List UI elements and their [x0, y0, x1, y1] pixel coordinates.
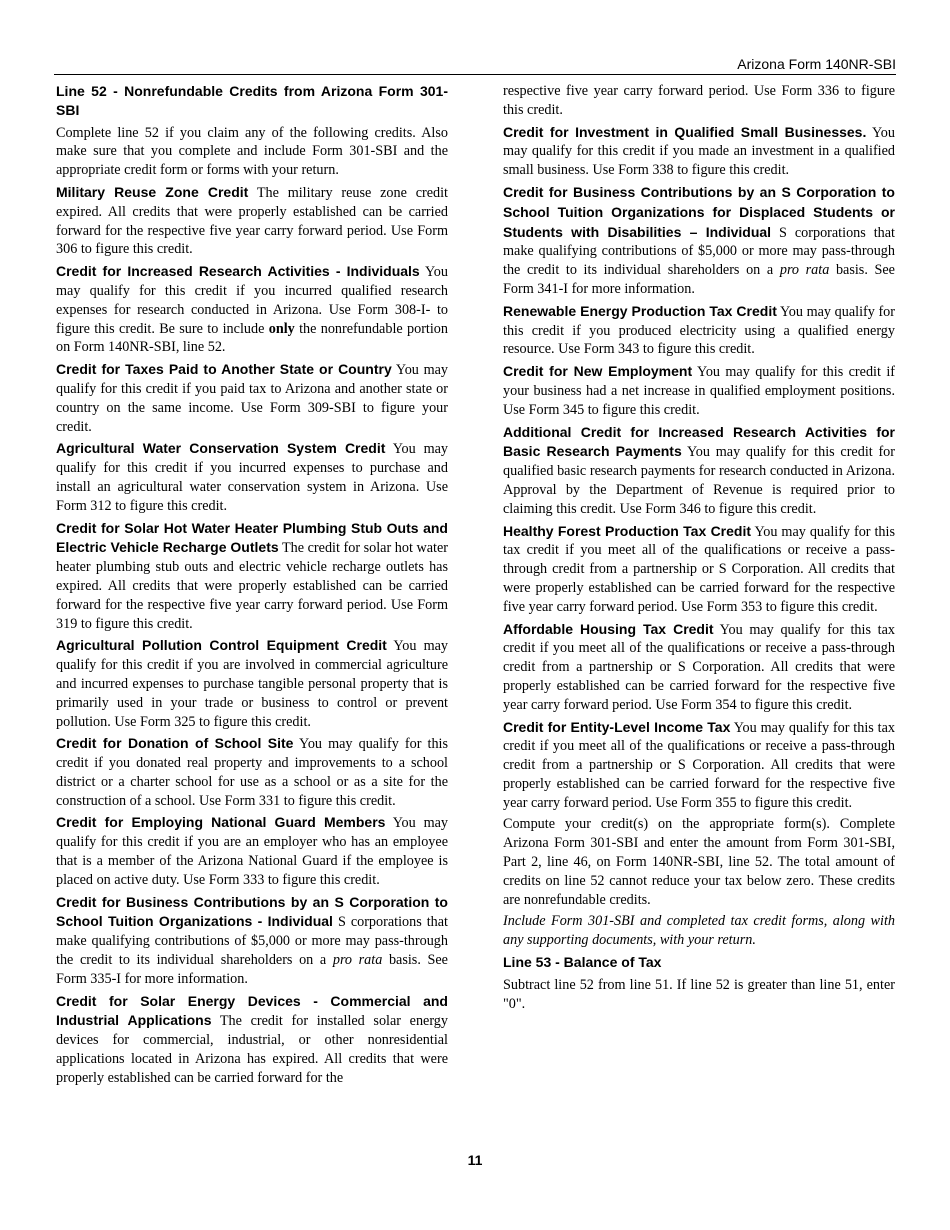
credit-title: Credit for Taxes Paid to Another State or Country	[56, 361, 392, 378]
credit-s-corp-sto	[56, 893, 448, 989]
credit-title: Credit for Increased Research Activities - Individuals	[56, 263, 420, 280]
credit-title: Credit for Employing National Guard Members	[56, 814, 386, 831]
left-column	[56, 82, 448, 1091]
credit-new-employment	[503, 362, 895, 419]
credit-body: You may qualify for this tax credit if you meet all of the qualifications or receive a pass-through credit from a partnership or S Corporation. All credits that were properly established can be carried forward for the respective five year carry forward period. Use Form 353 to figure this credit.	[503, 523, 895, 615]
credit-body: You may qualify for this credit if your business had a net increase in qualified employment positions. Use Form 345 to figure this credit.	[503, 364, 895, 418]
credit-agri-water	[56, 439, 448, 515]
credit-body: You may qualify for this credit if you produced electricity using a qualified energy resource. Use Form 343 to figure this credit.	[503, 303, 895, 358]
compute-instructions: Compute your credit(s) on the appropriate form(s). Complete Arizona Form 301-SBI and enter the amount from Form 301-SBI, Part 2, line 46, on Form 140NR-SBI, line 52. The total amount of credits on line 52 cannot reduce your tax below zero. These credits are nonrefundable credits.	[503, 816, 895, 908]
credit-body: S corporations that make qualifying contributions of $5,000 or more may pass-through the credit to its individual shareholders on a	[56, 914, 448, 969]
credit-body: You may qualify for this credit if you made an investment in a qualified small business. Use Form 338 to figure this credit.	[503, 124, 895, 179]
credit-solar-commercial-continued: respective five year carry forward period. Use Form 336 to figure this credit.	[503, 83, 895, 118]
credit-national-guard	[56, 813, 448, 889]
credit-basic-research	[503, 423, 895, 519]
credit-body: You may qualify for this credit if you are an employer who has an employee that is a member of the Arizona National Guard if the employee is placed on active duty. Use Form 333 to figure this credit.	[56, 815, 448, 888]
credit-body: S corporations that make qualifying contributions of $5,000 or more may pass-through the credit to its individual shareholders on a	[503, 224, 895, 279]
credit-military-reuse	[56, 183, 448, 259]
credit-school-site	[56, 734, 448, 810]
credit-solar-commercial	[56, 992, 448, 1088]
credit-body: You may qualify for this tax credit if you meet all of the qualifications or receive a pass-through credit from a partnership or S Corporation. All credits that were properly established can be carried forward for the respective five year carry forward period. Use Form 355 to figure this credit.	[503, 719, 895, 811]
form-header	[54, 54, 896, 75]
pro-rata-term: pro rata	[332, 952, 383, 969]
credit-title: Credit for Investment in Qualified Small Businesses.	[503, 123, 867, 140]
credit-title: Credit for Entity-Level Income Tax	[503, 718, 731, 735]
line52-heading: Line 52 - Nonrefundable Credits from Arizona Form 301-SBI	[56, 83, 448, 118]
credit-s-corp-displaced	[503, 183, 895, 299]
credit-title: Healthy Forest Production Tax Credit	[503, 522, 752, 539]
right-column	[503, 82, 895, 1016]
credit-title: Agricultural Pollution Control Equipment Credit	[56, 637, 387, 654]
credit-small-business	[503, 123, 895, 180]
credit-renewable-energy	[503, 302, 895, 359]
credit-body: You may qualify for this credit if you are involved in commercial agriculture and incurred expenses to purchase tangible personal property that is primarily used in your trade or business to control or prevent pollution. Use Form 325 to figure this credit.	[56, 638, 448, 730]
form-title: Arizona Form 140NR-SBI	[737, 56, 896, 72]
credit-title: Additional Credit for Increased Research Activities for Basic Research Payments	[503, 423, 895, 460]
credit-title: Credit for Solar Energy Devices - Commercial and Industrial Applications	[56, 992, 448, 1029]
credit-body: The military reuse zone credit expired. All credits that were properly established can be carried forward for the respective five year carry forward period. Use Form 306 to figure this credit.	[56, 184, 449, 258]
credit-body: You may qualify for this credit if you incurred expenses to purchase and install an agricultural water conservation system in Arizona. Use Form 312 to figure this credit.	[56, 441, 448, 514]
credit-title: Renewable Energy Production Tax Credit	[503, 302, 777, 319]
page-number: 11	[467, 1152, 483, 1168]
pro-rata-term: pro rata	[779, 262, 830, 279]
credit-body: You may qualify for this credit if you paid tax to Arizona and another state or country on the same income. Use Form 309-SBI to figure your credit.	[56, 362, 448, 435]
credit-title: Military Reuse Zone Credit	[56, 183, 249, 200]
credit-title: Agricultural Water Conservation System Credit	[56, 440, 386, 457]
credit-body: the nonrefundable portion on Form 140NR-SBI, line 52.	[56, 320, 448, 356]
credit-title: Credit for Business Contributions by an S Corporation to School Tuition Organizations for Displaced Students or Students with Disabilities – Individual	[503, 183, 895, 240]
credit-body: The credit for installed solar energy devices for commercial, industrial, or other nonresidential applications located in Arizona has expired. All credits that were properly established can be carried forward for the	[56, 1013, 448, 1086]
credit-body: You may qualify for this tax credit if you meet all of the qualifications or receive a pass-through credit from a partnership or S Corporation. All credits that were properly established can be carried forward for the respective five year carry forward period. Use Form 354 to figure this credit.	[503, 621, 895, 713]
credit-body: The credit for solar hot water heater plumbing stub outs and electric vehicle recharge outlets has expired. All credits that were properly established can be carried forward for the respective five year carry forward period. Use Form 319 to figure this credit.	[56, 540, 448, 632]
credit-body: You may qualify for this credit if you incurred qualified research expenses for research conducted in Arizona. Use Form 308-I- to figure this credit. Be sure to include	[56, 264, 448, 337]
line53-body: Subtract line 52 from line 51. If line 52 is greater than line 51, enter "0".	[503, 976, 895, 1012]
line52-intro: Complete line 52 if you claim any of the following credits. Also make sure that you complete and include Form 301-SBI and the appropriate credit form or forms with your return.	[56, 124, 448, 179]
credit-body: basis. See Form 341-I for more information.	[503, 262, 895, 297]
emphasis-only: only	[268, 320, 295, 337]
include-note: Include Form 301-SBI and completed tax credit forms, along with any supporting documents, with your return.	[503, 913, 895, 949]
credit-body: basis. See Form 335-I for more information.	[56, 952, 448, 987]
credit-title: Credit for New Employment	[503, 363, 693, 380]
credit-healthy-forest	[503, 522, 895, 617]
credit-entity-level	[503, 718, 895, 813]
credit-title: Credit for Donation of School Site	[56, 735, 294, 752]
credit-title: Affordable Housing Tax Credit	[503, 620, 714, 637]
credit-taxes-another-state	[56, 360, 448, 436]
credit-title: Credit for Business Contributions by an S Corporation to School Tuition Organizations - Individual	[56, 893, 448, 930]
line53-heading: Line 53 - Balance of Tax	[503, 954, 662, 971]
credit-solar-hot-water	[56, 519, 448, 634]
credit-body: You may qualify for this credit for qualified basic research payments for research conducted in Arizona. Approval by the Department of Revenue is required prior to claiming this credit. Use Form 346 to figure this credit.	[503, 444, 896, 517]
credit-body: You may qualify for this credit if you donated real property and improvements to a school district or a charter school for use as a school or as a site for the construction of a school. Use Form 331 to figure this credit.	[56, 736, 448, 809]
credit-title: Credit for Solar Hot Water Heater Plumbing Stub Outs and Electric Vehicle Recharge Outlets	[56, 519, 448, 556]
credit-affordable-housing	[503, 620, 895, 715]
credit-agri-pollution	[56, 636, 448, 731]
credit-research-individuals	[56, 262, 448, 357]
